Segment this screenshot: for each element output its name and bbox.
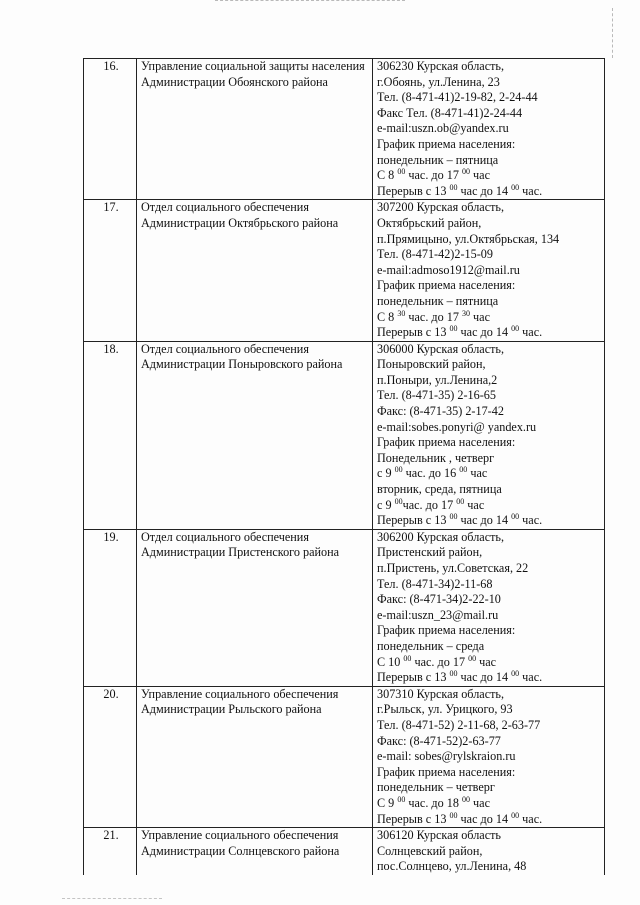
contact-line bbox=[377, 184, 602, 200]
contact-line bbox=[377, 513, 602, 529]
contact-line: Тел. (8-471-41)2-19-82, 2-24-44 bbox=[377, 90, 538, 105]
contact-details bbox=[373, 686, 605, 827]
contact-line: 306000 Курская область, bbox=[377, 341, 505, 356]
contact-line bbox=[377, 325, 602, 341]
time-text: час. до 16 bbox=[402, 466, 460, 481]
table-row bbox=[84, 828, 605, 875]
row-number: 20. bbox=[84, 686, 137, 827]
contact-line bbox=[377, 310, 602, 326]
time-minutes-superscript: 30 bbox=[397, 308, 406, 318]
time-minutes-superscript: 00 bbox=[462, 794, 470, 804]
contact-line: пос.Солнцево, ул.Ленина, 48 bbox=[377, 859, 527, 874]
contact-line: Понедельник , четверг bbox=[377, 450, 495, 465]
time-text: час. до 17 bbox=[405, 168, 462, 183]
contact-details bbox=[373, 59, 605, 200]
contact-line: п.Поныри, ул.Ленина,2 bbox=[377, 372, 498, 387]
time-text: час до 14 bbox=[457, 513, 512, 528]
time-text: час до 14 bbox=[457, 811, 512, 826]
time-text: С 9 bbox=[377, 795, 398, 810]
time-text: час. до 17 bbox=[405, 309, 462, 324]
time-minutes-superscript: 30 bbox=[462, 308, 470, 318]
contact-line: Факс Тел. (8-471-41)2-24-44 bbox=[377, 105, 523, 120]
contact-line: Факс: (8-471-52)2-63-77 bbox=[377, 733, 501, 748]
contact-line: График приема населения: bbox=[377, 764, 516, 779]
contact-line bbox=[377, 466, 602, 482]
time-text: час. bbox=[519, 325, 543, 340]
contact-details bbox=[373, 529, 605, 686]
organization-name: Управление социальной защиты населения Администрации Обоянского района bbox=[137, 59, 373, 200]
time-text: час до 14 bbox=[457, 670, 512, 685]
social-services-table bbox=[83, 58, 605, 875]
time-text: С 8 bbox=[377, 309, 398, 324]
row-number: 19. bbox=[84, 529, 137, 686]
time-minutes-superscript: 00 bbox=[403, 653, 412, 663]
time-text: Перерыв с 13 bbox=[377, 670, 450, 685]
contact-line bbox=[377, 498, 602, 514]
time-minutes-superscript: 00 bbox=[462, 167, 470, 177]
contact-line: понедельник – четверг bbox=[377, 780, 495, 795]
time-text: Перерыв с 13 bbox=[377, 325, 450, 340]
contact-line: e-mail:uszn_23@mail.ru bbox=[377, 607, 499, 622]
organization-name: Отдел социального обеспечения Администрации Октябрьского района bbox=[137, 200, 373, 341]
time-minutes-superscript: 00 bbox=[511, 324, 520, 334]
time-text: час bbox=[470, 309, 490, 324]
contact-line: Пристенский район, bbox=[377, 545, 483, 560]
time-text: час до 14 bbox=[457, 183, 512, 198]
contact-line: График приема населения: bbox=[377, 623, 516, 638]
row-number: 16. bbox=[84, 59, 137, 200]
contact-line bbox=[377, 796, 602, 812]
organization-name: Отдел социального обеспечения Администрации Пристенского района bbox=[137, 529, 373, 686]
time-text: С 8 bbox=[377, 168, 398, 183]
time-minutes-superscript: 00 bbox=[397, 167, 406, 177]
time-text: час. bbox=[519, 670, 543, 685]
contact-line: e-mail:admoso1912@mail.ru bbox=[377, 262, 520, 277]
organization-name: Управление социального обеспечения Администрации Солнцевского района bbox=[137, 828, 373, 875]
time-minutes-superscript: 00 bbox=[449, 669, 458, 679]
contact-line bbox=[377, 655, 602, 671]
table-body bbox=[84, 59, 605, 875]
time-text: с 9 bbox=[377, 466, 395, 481]
contact-line bbox=[377, 812, 602, 828]
time-minutes-superscript: 00 bbox=[449, 512, 458, 522]
contact-line: Тел. (8-471-35) 2-16-65 bbox=[377, 388, 496, 403]
time-minutes-superscript: 00 bbox=[449, 324, 458, 334]
time-text: С 10 bbox=[377, 654, 404, 669]
table-row bbox=[84, 59, 605, 200]
contact-details bbox=[373, 828, 605, 875]
table-row bbox=[84, 200, 605, 341]
time-text: час bbox=[470, 795, 490, 810]
table-row bbox=[84, 529, 605, 686]
time-minutes-superscript: 00 bbox=[394, 465, 403, 475]
time-text: Перерыв с 13 bbox=[377, 513, 450, 528]
time-text: час. до 17 bbox=[411, 654, 469, 669]
time-minutes-superscript: 00 bbox=[449, 182, 458, 192]
time-text: час. до 18 bbox=[405, 795, 462, 810]
contact-line: понедельник – среда bbox=[377, 638, 485, 653]
time-text: час. до 17 bbox=[402, 497, 457, 512]
contact-line: понедельник – пятница bbox=[377, 152, 499, 167]
contact-line: e-mail: sobes@rylskraion.ru bbox=[377, 749, 516, 764]
row-number: 21. bbox=[84, 828, 137, 875]
time-text: час bbox=[464, 497, 485, 512]
contact-line: Октябрьский район, bbox=[377, 215, 482, 230]
contact-details bbox=[373, 200, 605, 341]
contact-line bbox=[377, 670, 602, 686]
contact-line: Факс: (8-471-34)2-22-10 bbox=[377, 592, 501, 607]
table-row bbox=[84, 341, 605, 529]
contact-line: 306120 Курская область bbox=[377, 828, 501, 843]
time-text: Перерыв с 13 bbox=[377, 183, 450, 198]
row-number: 18. bbox=[84, 341, 137, 529]
time-minutes-superscript: 00 bbox=[511, 182, 520, 192]
time-minutes-superscript: 00 bbox=[394, 496, 403, 506]
contact-line: Поныровский район, bbox=[377, 357, 486, 372]
time-text: час до 14 bbox=[457, 325, 512, 340]
contact-line: Тел. (8-471-34)2-11-68 bbox=[377, 576, 493, 591]
time-minutes-superscript: 00 bbox=[449, 810, 458, 820]
contact-line: 307310 Курская область, bbox=[377, 686, 505, 701]
contact-line: г.Рыльск, ул. Урицкого, 93 bbox=[377, 702, 513, 717]
time-minutes-superscript: 00 bbox=[468, 653, 477, 663]
contact-details bbox=[373, 341, 605, 529]
table-row bbox=[84, 686, 605, 827]
contact-line: Факс: (8-471-35) 2-17-42 bbox=[377, 404, 504, 419]
time-text: час. bbox=[519, 183, 543, 198]
row-number: 17. bbox=[84, 200, 137, 341]
contact-line: п.Прямицыно, ул.Октябрьская, 134 bbox=[377, 231, 560, 246]
time-text: час bbox=[476, 654, 497, 669]
time-text: час bbox=[467, 466, 488, 481]
contact-line: e-mail:uszn.ob@yandex.ru bbox=[377, 121, 509, 136]
organization-name: Отдел социального обеспечения Администрации Поныровского района bbox=[137, 341, 373, 529]
time-minutes-superscript: 00 bbox=[397, 794, 406, 804]
time-minutes-superscript: 00 bbox=[511, 512, 520, 522]
time-text: с 9 bbox=[377, 497, 395, 512]
time-text: час. bbox=[519, 513, 543, 528]
contact-line bbox=[377, 168, 602, 184]
contact-line: e-mail:sobes.ponyri@ yandex.ru bbox=[377, 419, 537, 434]
time-text: час bbox=[470, 168, 490, 183]
contact-line: 306200 Курская область, bbox=[377, 529, 505, 544]
contact-line: График приема населения: bbox=[377, 136, 516, 151]
contact-line: Солнцевский район, bbox=[377, 843, 483, 858]
contact-line: 306230 Курская область, bbox=[377, 59, 505, 73]
time-minutes-superscript: 00 bbox=[511, 810, 520, 820]
contact-line: Тел. (8-471-42)2-15-09 bbox=[377, 247, 493, 262]
time-minutes-superscript: 00 bbox=[511, 669, 520, 679]
contact-line: 307200 Курская область, bbox=[377, 200, 505, 215]
contact-line: График приема населения: bbox=[377, 278, 516, 293]
scan-edge-top bbox=[215, 0, 405, 2]
contact-line: Тел. (8-471-52) 2-11-68, 2-63-77 bbox=[377, 717, 541, 732]
scan-edge-bottom bbox=[62, 898, 162, 900]
contact-line: г.Обоянь, ул.Ленина, 23 bbox=[377, 74, 500, 89]
time-minutes-superscript: 00 bbox=[456, 496, 465, 506]
time-text: час. bbox=[519, 811, 543, 826]
time-minutes-superscript: 00 bbox=[459, 465, 468, 475]
contact-line: п.Пристень, ул.Советская, 22 bbox=[377, 561, 529, 575]
organization-name: Управление социального обеспечения Администрации Рыльского района bbox=[137, 686, 373, 827]
scan-edge-right bbox=[612, 8, 614, 58]
contact-line: понедельник – пятница bbox=[377, 293, 499, 308]
time-text: Перерыв с 13 bbox=[377, 811, 450, 826]
contact-line: График приема населения: bbox=[377, 435, 516, 450]
contact-line: вторник, среда, пятница bbox=[377, 482, 502, 497]
